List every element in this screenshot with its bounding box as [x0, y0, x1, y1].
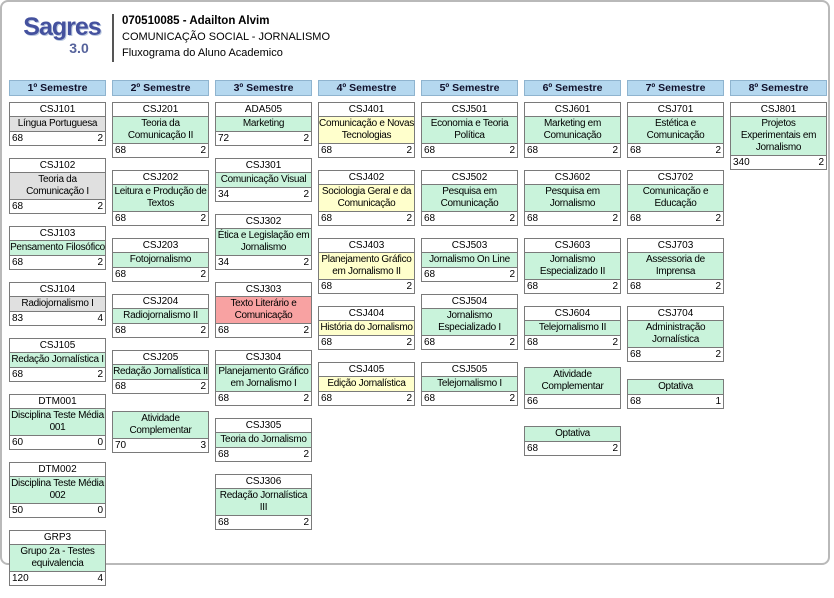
report-system: Academico: [228, 47, 283, 59]
course-credits: 2: [715, 145, 721, 156]
course-credits: 2: [612, 145, 618, 156]
course-numbers: [113, 212, 208, 225]
course-name: Pesquisa em Jornalismo: [525, 185, 620, 212]
course-name: Telejornalismo II: [525, 321, 620, 336]
course-code: CSJ101: [10, 103, 105, 117]
course-numbers: [319, 212, 414, 225]
course-code: CSJ301: [216, 159, 311, 173]
course-name: Marketing: [216, 117, 311, 132]
course-numbers: [216, 256, 311, 269]
course-hours: 68: [218, 325, 230, 336]
course-credits: 2: [303, 325, 309, 336]
course-code: DTM002: [10, 463, 105, 477]
course-hours: 68: [630, 281, 642, 292]
course-card[interactable]: [421, 170, 518, 226]
course-credits: 2: [612, 213, 618, 224]
course-code: CSJ202: [113, 171, 208, 185]
course-numbers: [10, 200, 105, 213]
course-numbers: [10, 132, 105, 145]
course-credits: 2: [406, 337, 412, 348]
course-code: CSJ501: [422, 103, 517, 117]
course-card[interactable]: [112, 411, 209, 453]
course-code: CSJ104: [10, 283, 105, 297]
course-hours: 68: [218, 393, 230, 404]
course-hours: 68: [12, 257, 24, 268]
course-hours: 68: [630, 145, 642, 156]
course-code: CSJ102: [10, 159, 105, 173]
course-card[interactable]: [215, 418, 312, 462]
course-card[interactable]: [627, 170, 724, 226]
course-credits: 2: [200, 269, 206, 280]
course-credits: 2: [406, 213, 412, 224]
semester-header: 2º Semestre: [112, 80, 209, 96]
course-numbers: [525, 144, 620, 157]
course-hours: 66: [527, 396, 539, 407]
course-numbers: [216, 324, 311, 337]
course-name: Jornalismo Especializado I: [422, 309, 517, 336]
course-hours: 68: [218, 517, 230, 528]
course-card[interactable]: [524, 367, 621, 409]
course-code: CSJ201: [113, 103, 208, 117]
course-name: Língua Portuguesa: [10, 117, 105, 132]
course-hours: 68: [630, 213, 642, 224]
course-card[interactable]: [9, 462, 106, 518]
course-name: Assessoria de Imprensa: [628, 253, 723, 280]
course-name: Planejamento Gráfico em Jornalismo II: [319, 253, 414, 280]
course-name: Pensamento Filosófico: [10, 241, 105, 256]
course-card[interactable]: [524, 102, 621, 158]
course-name: Projetos Experimentais em Jornalismo: [731, 117, 826, 156]
course-hours: 68: [630, 396, 642, 407]
course-card[interactable]: [215, 158, 312, 202]
course-numbers: [628, 395, 723, 408]
course-credits: 2: [612, 443, 618, 454]
course-code: GRP3: [10, 531, 105, 545]
course-numbers: [628, 144, 723, 157]
course-credits: 2: [509, 269, 515, 280]
course-numbers: [10, 436, 105, 449]
course-name: Redação Jornalística II: [113, 365, 208, 380]
course-hours: 68: [424, 269, 436, 280]
course-numbers: [422, 212, 517, 225]
course-credits: 2: [97, 133, 103, 144]
course-name: Comunicação e Novas Tecnologias: [319, 117, 414, 144]
course-name: Optativa: [628, 380, 723, 395]
course-numbers: [319, 144, 414, 157]
course-numbers: [628, 348, 723, 361]
course-hours: 68: [321, 281, 333, 292]
course-numbers: [10, 256, 105, 269]
course-hours: 68: [12, 133, 24, 144]
course-code: ADA505: [216, 103, 311, 117]
course-credits: 2: [200, 213, 206, 224]
course-numbers: [319, 280, 414, 293]
course-code: CSJ205: [113, 351, 208, 365]
course-code: CSJ505: [422, 363, 517, 377]
course-name: Marketing em Comunicação: [525, 117, 620, 144]
course-card[interactable]: [421, 238, 518, 282]
course-card[interactable]: [9, 158, 106, 214]
course-code: CSJ503: [422, 239, 517, 253]
course-hours: 68: [115, 145, 127, 156]
course-card[interactable]: [318, 362, 415, 406]
course-hours: 34: [218, 257, 230, 268]
semester-column: [627, 80, 724, 598]
course-hours: 68: [424, 145, 436, 156]
course-credits: 2: [97, 369, 103, 380]
course-code: DTM001: [10, 395, 105, 409]
course-numbers: [525, 442, 620, 455]
course-credits: 2: [406, 393, 412, 404]
course-numbers: [525, 212, 620, 225]
course-credits: 2: [818, 157, 824, 168]
course-numbers: [216, 188, 311, 201]
logo-text: Sagres: [23, 13, 101, 41]
course-numbers: [113, 439, 208, 452]
course-credits: 2: [509, 145, 515, 156]
fluxogram-board: [2, 74, 828, 598]
course-card[interactable]: [421, 102, 518, 158]
logo-version: 3.0: [69, 40, 89, 56]
course-code: CSJ306: [216, 475, 311, 489]
course-name: Edição Jornalística: [319, 377, 414, 392]
student-name: 070510085 - Adailton Alvim: [122, 15, 270, 27]
course-hours: 68: [424, 337, 436, 348]
course-code: CSJ105: [10, 339, 105, 353]
course-code: CSJ603: [525, 239, 620, 253]
course-credits: 2: [612, 337, 618, 348]
student-info: [122, 12, 330, 61]
course-code: CSJ305: [216, 419, 311, 433]
course-credits: 2: [303, 133, 309, 144]
course-credits: 2: [715, 349, 721, 360]
course-card[interactable]: [524, 426, 621, 456]
course-name: História do Jornalismo: [319, 321, 414, 336]
course-hours: 68: [12, 201, 24, 212]
course-code: CSJ602: [525, 171, 620, 185]
course-name: Ética e Legislação em Jornalismo: [216, 229, 311, 256]
course-credits: 2: [303, 393, 309, 404]
course-name: Telejornalismo I: [422, 377, 517, 392]
course-hours: 68: [218, 449, 230, 460]
course-code: CSJ701: [628, 103, 723, 117]
course-code: CSJ302: [216, 215, 311, 229]
course-code: CSJ601: [525, 103, 620, 117]
course-numbers: [113, 380, 208, 393]
course-name: Teoria do Jornalismo: [216, 433, 311, 448]
course-hours: 68: [527, 443, 539, 454]
course-card[interactable]: [421, 294, 518, 350]
course-card[interactable]: [215, 474, 312, 530]
course-numbers: [731, 156, 826, 169]
course-name: Administração Jornalística: [628, 321, 723, 348]
course-card[interactable]: [215, 102, 312, 146]
course-hours: 340: [733, 157, 750, 168]
course-name: Teoria da Comunicação II: [113, 117, 208, 144]
course-numbers: [113, 144, 208, 157]
course-code: CSJ402: [319, 171, 414, 185]
course-credits: 2: [715, 281, 721, 292]
course-card[interactable]: [318, 306, 415, 350]
course-credits: 2: [303, 257, 309, 268]
course-card[interactable]: [215, 214, 312, 270]
course-numbers: [216, 516, 311, 529]
course-credits: 2: [509, 393, 515, 404]
semester-column: [421, 80, 518, 598]
course-numbers: [10, 312, 105, 325]
course-code: CSJ204: [113, 295, 208, 309]
course-card[interactable]: [112, 102, 209, 158]
course-name: Teoria da Comunicação I: [10, 173, 105, 200]
course-code: CSJ403: [319, 239, 414, 253]
semester-header: 3º Semestre: [215, 80, 312, 96]
course-credits: 1: [715, 396, 721, 407]
course-credits: 2: [303, 189, 309, 200]
course-credits: 0: [97, 505, 103, 516]
course-hours: 50: [12, 505, 24, 516]
course-name: Economia e Teoria Política: [422, 117, 517, 144]
course-numbers: [10, 504, 105, 517]
course-credits: 2: [715, 213, 721, 224]
course-name: Atividade Complementar: [525, 368, 620, 395]
course-card[interactable]: [112, 350, 209, 394]
course-code: CSJ404: [319, 307, 414, 321]
course-card[interactable]: [112, 294, 209, 338]
course-card[interactable]: [9, 102, 106, 146]
course-card[interactable]: [112, 170, 209, 226]
course-credits: 2: [509, 337, 515, 348]
semester-column: [9, 80, 106, 598]
course-name: Comunicação Visual: [216, 173, 311, 188]
course-hours: 68: [527, 213, 539, 224]
course-card[interactable]: [627, 238, 724, 294]
course-code: CSJ704: [628, 307, 723, 321]
course-name: Radiojornalismo I: [10, 297, 105, 312]
course-hours: 68: [321, 393, 333, 404]
course-code: CSJ405: [319, 363, 414, 377]
course-name: Atividade Complementar: [113, 412, 208, 439]
course-numbers: [525, 336, 620, 349]
course-numbers: [422, 336, 517, 349]
course-code: CSJ703: [628, 239, 723, 253]
course-credits: 2: [406, 281, 412, 292]
course-numbers: [216, 392, 311, 405]
course-code: CSJ502: [422, 171, 517, 185]
course-numbers: [10, 368, 105, 381]
course-card[interactable]: [318, 170, 415, 226]
course-name-header: COMUNICAÇÃO SOCIAL - JORNALISMO: [122, 31, 331, 43]
course-name: Leitura e Produção de Textos: [113, 185, 208, 212]
course-card[interactable]: [318, 238, 415, 294]
course-numbers: [422, 144, 517, 157]
course-name: Disciplina Teste Média 001: [10, 409, 105, 436]
course-credits: 4: [97, 573, 103, 584]
course-hours: 68: [321, 337, 333, 348]
header-divider: [112, 14, 114, 62]
course-card[interactable]: [627, 102, 724, 158]
course-hours: 68: [12, 369, 24, 380]
course-code: CSJ401: [319, 103, 414, 117]
report-line: [122, 45, 330, 61]
course-credits: 4: [97, 313, 103, 324]
course-numbers: [319, 392, 414, 405]
semester-column: [215, 80, 312, 598]
course-hours: 68: [630, 349, 642, 360]
course-hours: 68: [424, 213, 436, 224]
course-hours: 68: [115, 325, 127, 336]
semester-header: 4º Semestre: [318, 80, 415, 96]
course-name: Optativa: [525, 427, 620, 442]
course-numbers: [216, 448, 311, 461]
course-card[interactable]: [627, 306, 724, 362]
course-name: Radiojornalismo II: [113, 309, 208, 324]
course-credits: 2: [200, 381, 206, 392]
course-code: CSJ304: [216, 351, 311, 365]
course-card[interactable]: [9, 282, 106, 326]
course-card[interactable]: [9, 394, 106, 450]
sagres-logo: [16, 14, 108, 56]
course-hours: 68: [527, 145, 539, 156]
course-name: Jornalismo On Line: [422, 253, 517, 268]
course-code: CSJ702: [628, 171, 723, 185]
course-name: Grupo 2a - Testes equivalencia: [10, 545, 105, 572]
course-hours: 68: [115, 381, 127, 392]
course-hours: 68: [321, 145, 333, 156]
course-hours: 83: [12, 313, 24, 324]
course-card[interactable]: [112, 238, 209, 282]
report-header: [2, 2, 828, 74]
course-name: Comunicação e Educação: [628, 185, 723, 212]
semester-header: 6º Semestre: [524, 80, 621, 96]
course-credits: 2: [97, 257, 103, 268]
course-credits: 2: [303, 517, 309, 528]
course-card[interactable]: [524, 170, 621, 226]
semester-column: [318, 80, 415, 598]
course-code: CSJ303: [216, 283, 311, 297]
course-numbers: [113, 268, 208, 281]
course-hours: 70: [115, 440, 127, 451]
course-name: Texto Literário e Comunicação: [216, 297, 311, 324]
course-credits: 2: [406, 145, 412, 156]
semester-header: 7º Semestre: [627, 80, 724, 96]
course-numbers: [10, 572, 105, 585]
course-hours: 68: [321, 213, 333, 224]
course-hours: 68: [424, 393, 436, 404]
course-card[interactable]: [9, 226, 106, 270]
course-code: CSJ203: [113, 239, 208, 253]
course-hours: 68: [527, 281, 539, 292]
course-card[interactable]: [9, 530, 106, 586]
course-code: CSJ801: [731, 103, 826, 117]
semester-column: [112, 80, 209, 598]
course-name: Jornalismo Especializado II: [525, 253, 620, 280]
course-card[interactable]: [215, 350, 312, 406]
course-numbers: [422, 392, 517, 405]
course-hours: 68: [115, 213, 127, 224]
course-numbers: [628, 212, 723, 225]
course-hours: 72: [218, 133, 230, 144]
course-numbers: [216, 132, 311, 145]
course-numbers: [628, 280, 723, 293]
course-card[interactable]: [524, 306, 621, 350]
course-name: Sociologia Geral e da Comunicação: [319, 185, 414, 212]
course-numbers: [525, 395, 620, 408]
course-name: Disciplina Teste Média 002: [10, 477, 105, 504]
course-credits: 2: [200, 325, 206, 336]
semester-header: 1º Semestre: [9, 80, 106, 96]
course-credits: 2: [200, 145, 206, 156]
course-credits: 3: [200, 440, 206, 451]
course-hours: 68: [115, 269, 127, 280]
course-hours: 34: [218, 189, 230, 200]
course-hours: 68: [527, 337, 539, 348]
semester-header: 8º Semestre: [730, 80, 827, 96]
course-card[interactable]: [9, 338, 106, 382]
course-credits: 2: [97, 201, 103, 212]
course-name: Redação Jornalística I: [10, 353, 105, 368]
course-credits: 2: [612, 281, 618, 292]
course-numbers: [319, 336, 414, 349]
course-code: CSJ103: [10, 227, 105, 241]
course-card[interactable]: [627, 379, 724, 409]
course-name: Planejamento Gráfico em Jornalismo I: [216, 365, 311, 392]
course-credits: 2: [303, 449, 309, 460]
course-card[interactable]: [730, 102, 827, 170]
course-numbers: [113, 324, 208, 337]
semester-header: 5º Semestre: [421, 80, 518, 96]
semester-column: [730, 80, 827, 598]
course-numbers: [525, 280, 620, 293]
course-card[interactable]: [524, 238, 621, 294]
semester-column: [524, 80, 621, 598]
course-numbers: [422, 268, 517, 281]
course-name: Redação Jornalística III: [216, 489, 311, 516]
course-code: CSJ604: [525, 307, 620, 321]
course-card[interactable]: [215, 282, 312, 338]
course-card[interactable]: [421, 362, 518, 406]
course-credits: 2: [509, 213, 515, 224]
report-name: Fluxograma do Aluno: [122, 47, 226, 59]
course-code: CSJ504: [422, 295, 517, 309]
course-name: Pesquisa em Comunicação: [422, 185, 517, 212]
course-credits: 0: [97, 437, 103, 448]
course-hours: 120: [12, 573, 29, 584]
course-name: Fotojornalismo: [113, 253, 208, 268]
course-name: Estética e Comunicação: [628, 117, 723, 144]
course-card[interactable]: [318, 102, 415, 158]
course-hours: 60: [12, 437, 24, 448]
